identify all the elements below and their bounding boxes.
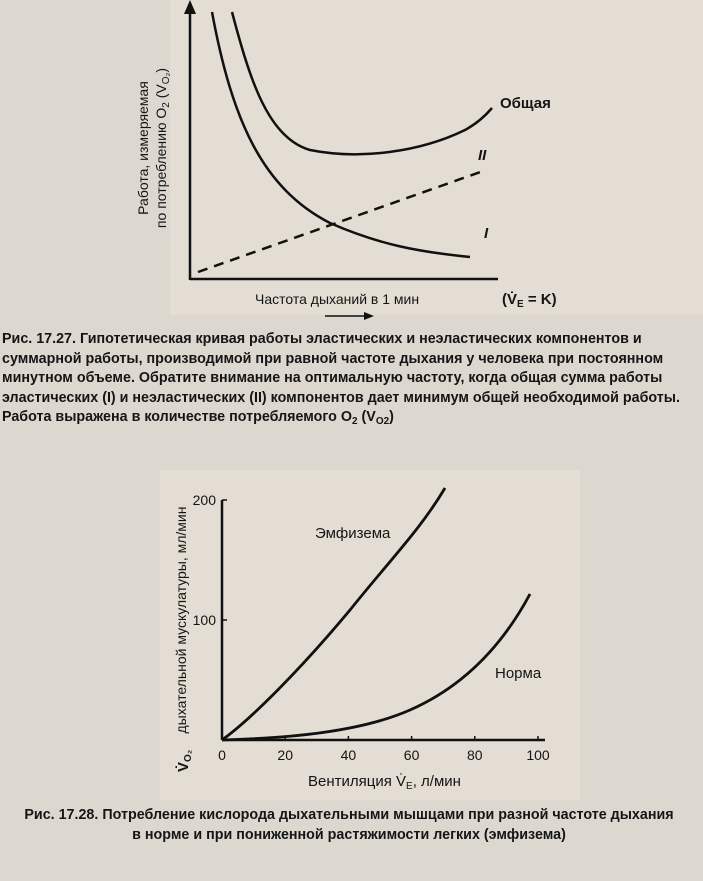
figure-1-caption-title: Рис. 17.27. (2, 331, 76, 347)
figure-1-x-label: Частота дыханий в 1 мин (255, 291, 420, 307)
figure-2-caption-title: Рис. 17.28. (24, 807, 99, 823)
figure-2-caption (24, 806, 674, 845)
series-norm-curve (222, 594, 530, 740)
x-tick-label: 20 (277, 747, 293, 763)
series-total-curve (232, 12, 492, 154)
y-label-symbol: (V (153, 84, 169, 99)
figure-2-chart (0, 470, 703, 810)
label-emphysema: Эмфизема (315, 525, 391, 542)
x-tick-label: 40 (340, 747, 357, 763)
x-tick-label: 80 (467, 747, 483, 763)
y-tick-label: 200 (192, 492, 216, 508)
y-label-text: по потреблению O (153, 107, 169, 229)
figure-1-caption: Рис. 17.27. Гипотетическая кривая работы эластических и неэластических компонентов и суммарной работы, производимой при равной частоте дыхания у человека при постоянном минутном объеме. Обратите внимание на оптимальную частоту, когда общая сумма работы эластических (I) и неэластических (II) компонентов дает минимум общей необходимой работы. Работа выражена в количестве потребляемого $O_2$ $(V_{O2})$ (2, 331, 680, 427)
y-tick-label: 100 (192, 612, 216, 628)
figure-2-y-label: дыхательной мускулатуры, мл/мин (173, 506, 189, 734)
x-tick-label: 0 (218, 747, 226, 763)
figure-2-caption-text: Потребление кислорода дыхательными мышцами при разной частоте дыхания в норме и при пониженной растяжимости легких (эмфизема) (102, 807, 674, 843)
label-norm: Норма (495, 665, 542, 682)
figure-1-x-arrowhead (364, 312, 374, 320)
figure-1-y-label-line2: по потреблению $O_2$ $(V_{O_2})$ (153, 67, 172, 229)
figure-2-y-symbol: $V̇_{O_2}$ (175, 749, 194, 772)
label-II: II (478, 147, 487, 164)
figure-1-condition: $(V̇_E = K)$ (502, 291, 557, 310)
series-II-line (198, 170, 486, 272)
figure-1-y-arrow (184, 0, 196, 14)
x-tick-label: 100 (526, 747, 550, 763)
figure-1-chart (0, 0, 703, 330)
figure-2-x-label: Вентиляция $V̇_E$, л/мин (308, 773, 461, 792)
label-I: I (484, 225, 489, 242)
label-total: Общая (500, 95, 551, 112)
figure-1-caption-text: Гипотетическая кривая работы эластических и неэластических компонентов и суммарной работы, производимой при равной частоте дыхания у человека при постоянном минутном объеме. Обратите внимание на оптимальную частоту, когда общая сумма работы эластических (I) и неэластических (II) компонентов дает минимум общей необходимой работы. Работа выражена в количестве потребляемого O (2, 331, 680, 425)
figure-1-y-label-line1: Работа, измеряемая (135, 81, 151, 215)
x-tick-label: 60 (403, 747, 420, 763)
series-I-curve (212, 12, 470, 257)
